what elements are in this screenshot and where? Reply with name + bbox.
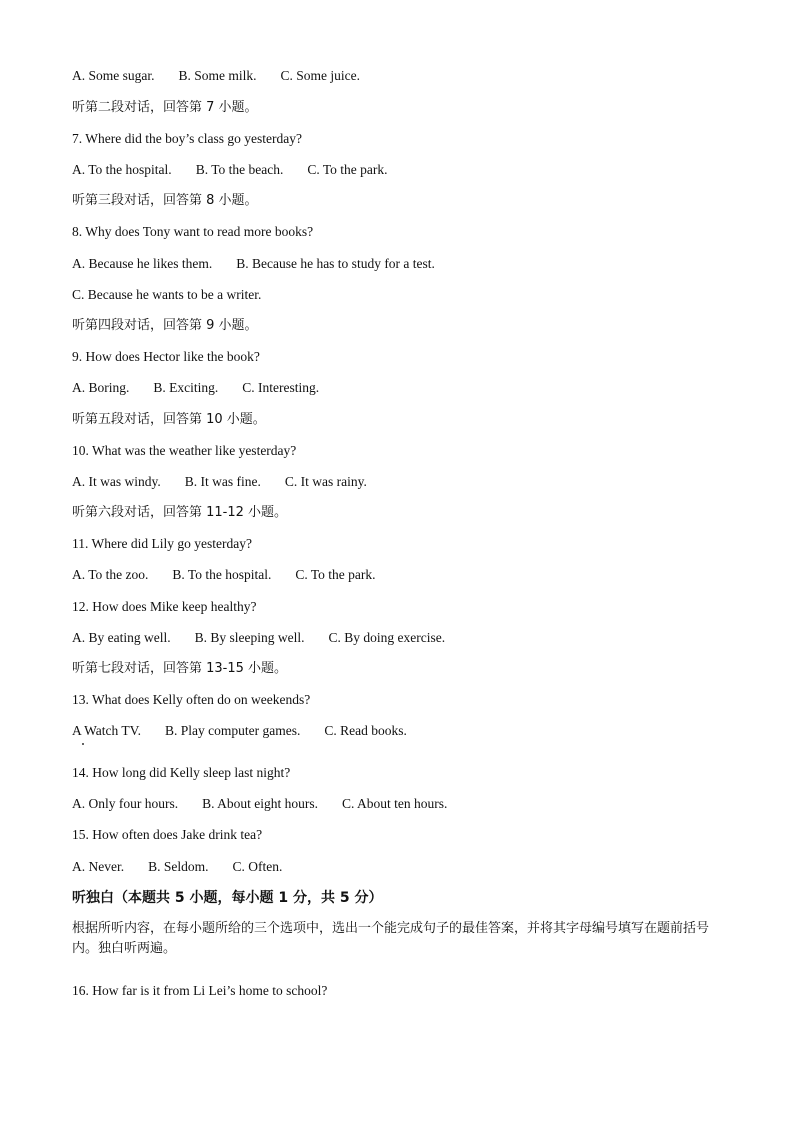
answer-option: B. Seldom. [148, 859, 209, 874]
answer-option: A. Boring. [72, 380, 130, 395]
answer-option: B. By sleeping well. [194, 630, 305, 645]
section-heading: 听独白（本题共 5 小题，每小题 1 分，共 5 分） [72, 890, 383, 906]
section-instruction: 听第六段对话，回答第 11-12 小题。 [72, 505, 288, 520]
answer-option: C. It was rainy. [284, 474, 367, 489]
answer-options [72, 472, 367, 492]
answer-option: C. About ten hours. [342, 796, 448, 811]
section-directions: 根据所听内容，在每小题所给的三个选项中，选出一个能完成句子的最佳答案，并将其字母编号填写在题前括号内。独白听两遍。 [72, 921, 710, 956]
answer-options [72, 254, 435, 274]
answer-option: C. To the park. [307, 162, 388, 177]
question-text: 7. Where did the boy’s class go yesterday? [72, 131, 302, 146]
question-text: 14. How long did Kelly sleep last night? [72, 765, 291, 780]
answer-option: B. To the beach. [195, 162, 284, 177]
answer-option: B. Because he has to study for a test. [236, 256, 435, 271]
section-instruction: 听第二段对话，回答第 7 小题。 [72, 100, 258, 115]
answer-option: C. Interesting. [242, 380, 320, 395]
answer-option: C. Some juice. [280, 68, 361, 83]
answer-option: C. Because he wants to be a writer. [72, 287, 262, 302]
answer-option: C. Read books. [324, 723, 407, 738]
section-instruction: 听第五段对话，回答第 10 小题。 [72, 412, 266, 427]
question-text: 12. How does Mike keep healthy? [72, 599, 257, 614]
answer-option: A. Only four hours. [72, 796, 179, 811]
answer-option: A. Some sugar. [72, 68, 155, 83]
answer-option: C. By doing exercise. [328, 630, 446, 645]
answer-options [72, 565, 376, 585]
answer-option: C. To the park. [295, 567, 376, 582]
answer-options [72, 628, 445, 648]
answer-option: B. To the hospital. [172, 567, 272, 582]
answer-options [72, 285, 261, 305]
question-text: 9. How does Hector like the book? [72, 349, 260, 364]
stray-mark [82, 743, 84, 745]
answer-options [72, 721, 407, 741]
answer-options [72, 857, 282, 877]
answer-options [72, 66, 360, 86]
answer-option: B. It was fine. [184, 474, 261, 489]
answer-option: A. Never. [72, 859, 125, 874]
answer-option: A. It was windy. [72, 474, 161, 489]
answer-option: C. Often. [232, 859, 283, 874]
question-text: 10. What was the weather like yesterday? [72, 443, 297, 458]
answer-option: B. Play computer games. [165, 723, 301, 738]
answer-option: A Watch TV. [72, 723, 142, 738]
answer-option: B. Exciting. [153, 380, 219, 395]
answer-option: A. By eating well. [72, 630, 171, 645]
answer-option: A. To the zoo. [72, 567, 149, 582]
answer-option: B. About eight hours. [202, 796, 319, 811]
question-text: 15. How often does Jake drink tea? [72, 827, 263, 842]
question-text: 11. Where did Lily go yesterday? [72, 536, 252, 551]
answer-options [72, 378, 319, 398]
section-instruction: 听第四段对话，回答第 9 小题。 [72, 318, 258, 333]
question-text: 16. How far is it from Li Lei’s home to school? [72, 983, 328, 998]
answer-options [72, 160, 388, 180]
answer-options [72, 794, 447, 814]
answer-option: B. Some milk. [178, 68, 257, 83]
answer-option: A. Because he likes them. [72, 256, 213, 271]
section-instruction: 听第三段对话，回答第 8 小题。 [72, 193, 258, 208]
answer-option: A. To the hospital. [72, 162, 172, 177]
section-instruction: 听第七段对话，回答第 13-15 小题。 [72, 661, 288, 676]
question-text: 13. What does Kelly often do on weekends? [72, 692, 311, 707]
question-text: 8. Why does Tony want to read more books? [72, 224, 314, 239]
